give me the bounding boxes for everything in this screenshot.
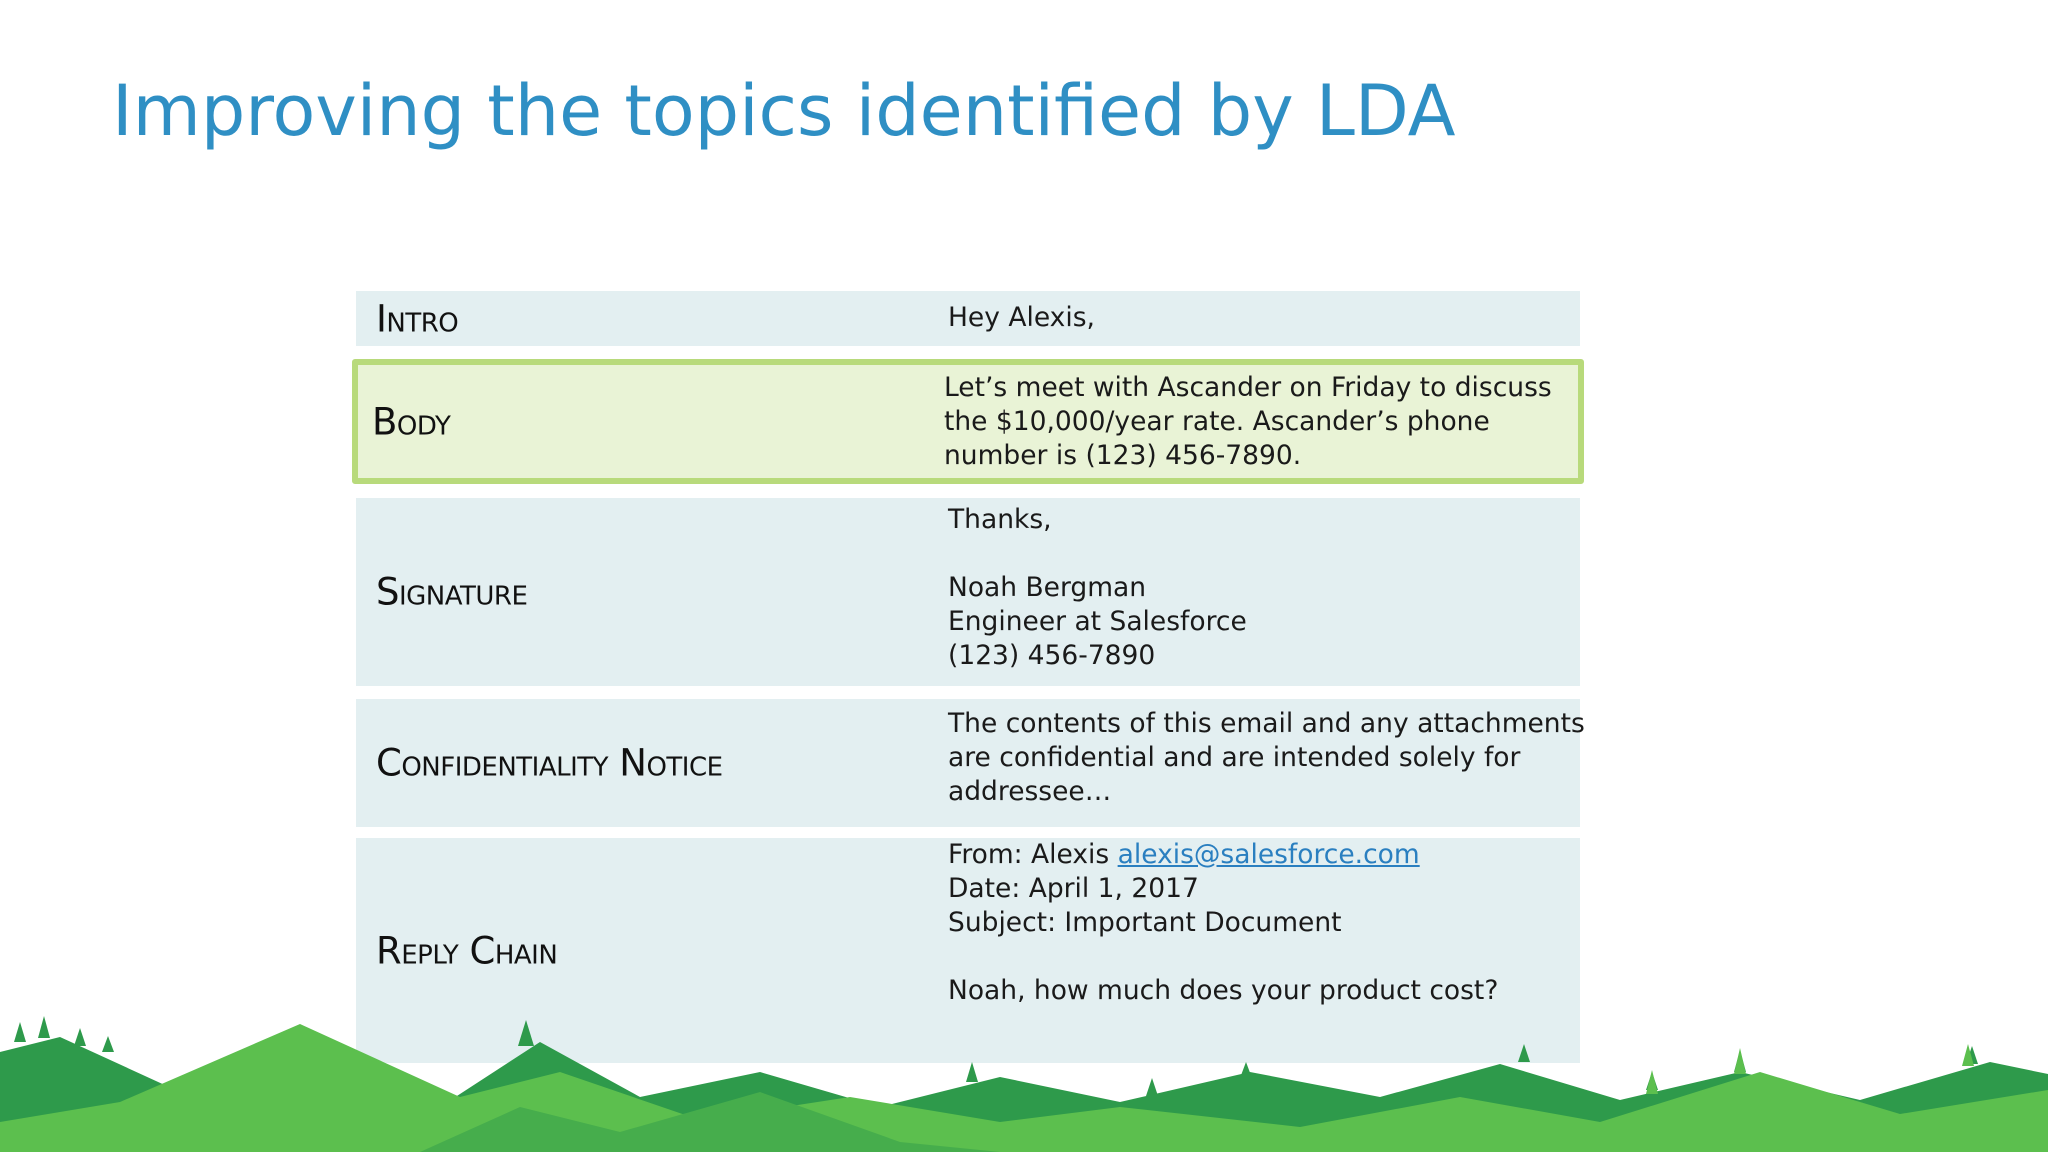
signature-line: Engineer at Salesforce: [948, 606, 1247, 637]
section-content-reply-chain: [948, 838, 1498, 1008]
section-row-body: [352, 359, 1584, 484]
body-line: the $10,000/year rate. Ascander’s phone: [944, 406, 1490, 437]
confidentiality-line: are confidential and are intended solely for: [948, 742, 1521, 773]
mountain-range-decoration: [0, 1002, 2048, 1152]
reply-blank-line: [948, 940, 1498, 974]
signature-line: Thanks,: [948, 504, 1052, 535]
signature-line: Noah Bergman: [948, 572, 1147, 603]
reply-question-line: Noah, how much does your product cost?: [948, 975, 1499, 1006]
section-row-signature: [356, 498, 1580, 686]
confidentiality-line: addressee…: [948, 776, 1112, 807]
reply-date-line: Date: April 1, 2017: [948, 873, 1199, 904]
section-content-intro: [948, 301, 1095, 335]
section-content-body: [944, 371, 1552, 473]
confidentiality-line: The contents of this email and any attachments: [948, 708, 1585, 739]
reply-from-prefix: From: Alexis: [948, 839, 1118, 870]
section-label-signature: Signature: [376, 570, 528, 614]
body-line: Let’s meet with Ascander on Friday to discuss: [944, 372, 1552, 403]
intro-line: Hey Alexis,: [948, 302, 1095, 333]
reply-from-email-link[interactable]: alexis@salesforce.com: [1117, 839, 1420, 870]
section-label-body: Body: [372, 400, 451, 443]
reply-subject-line: Subject: Important Document: [948, 907, 1342, 938]
section-label-reply-chain: Reply Chain: [376, 929, 558, 972]
section-content-confidentiality: [948, 707, 1585, 809]
section-label-intro: Intro: [376, 297, 459, 340]
body-line: number is (123) 456-7890.: [944, 440, 1302, 471]
section-row-confidentiality: [356, 699, 1585, 827]
section-content-signature: [948, 503, 1247, 673]
section-row-intro: [356, 291, 1580, 346]
signature-line: (123) 456-7890: [948, 640, 1156, 671]
slide-title: Improving the topics identified by LDA: [112, 70, 1456, 152]
signature-line: [948, 537, 1247, 571]
section-label-confidentiality: Confidentiality Notice: [376, 741, 723, 785]
reply-from-line: [948, 838, 1498, 872]
